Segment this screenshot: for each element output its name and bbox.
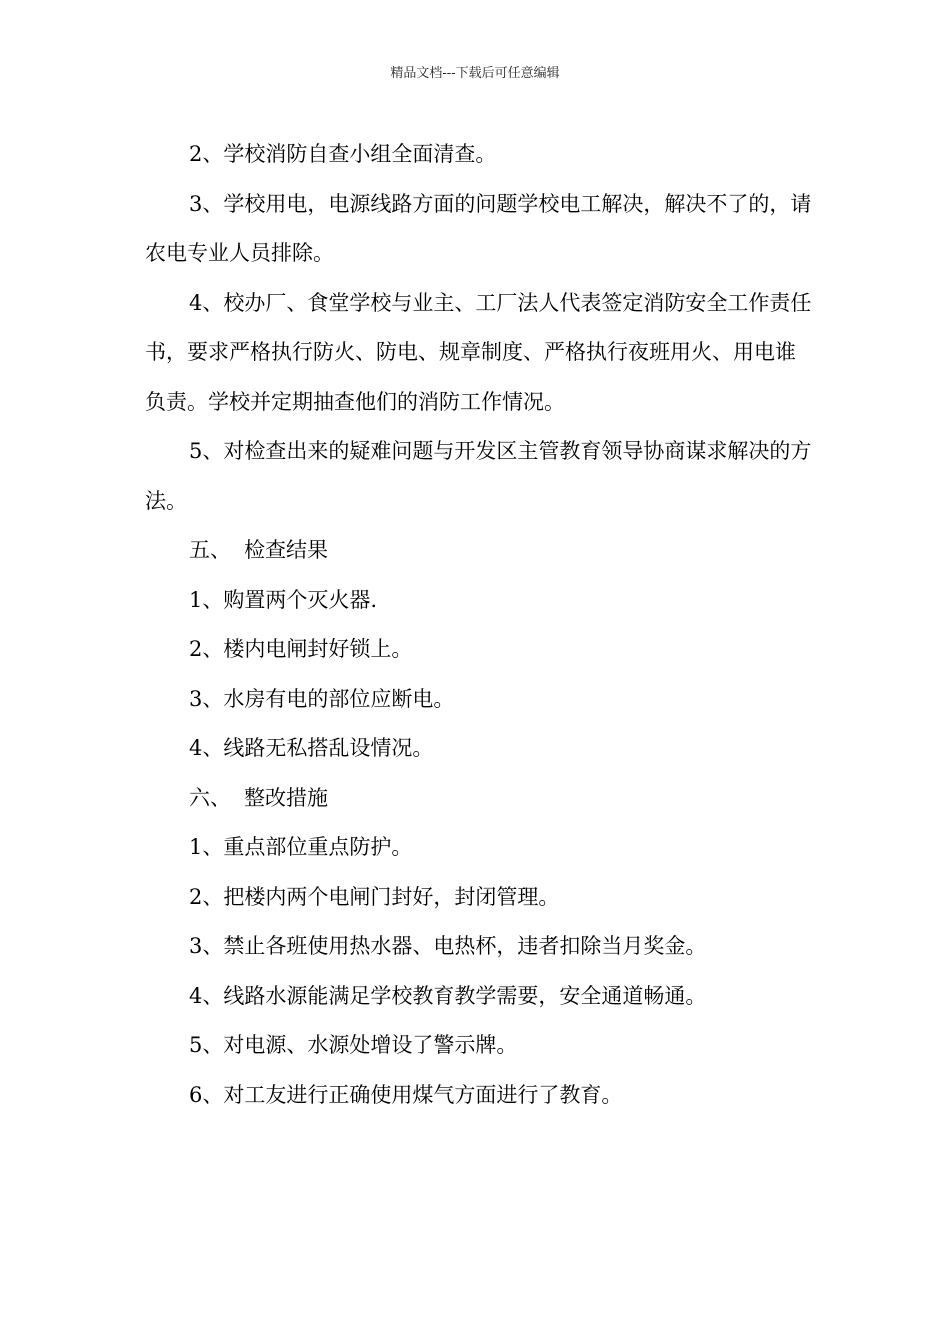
list-item: 5、对电源、水源处增设了警示牌。 xyxy=(189,1033,518,1057)
list-item: 2、楼内电闸封好锁上。 xyxy=(189,637,413,661)
section-number: 五、 xyxy=(189,538,231,562)
section-title: 整改措施 xyxy=(244,785,328,810)
list-item: 1、重点部位重点防护。 xyxy=(189,835,413,859)
list-item: 1、购置两个灭火器. xyxy=(189,587,378,612)
page-header: 精品文档---下载后可任意编辑 xyxy=(390,66,560,81)
paragraph: 3、学校用电，电源线路方面的问题学校电工解决，解决不了的，请农电专业人员排除。 xyxy=(145,191,812,265)
paragraph: 4、校办厂、食堂学校与业主、工厂法人代表签定消防安全工作责任书，要求严格执行防火、防电、规章制度、严格执行夜班用火、用电谁负责。学校并定期抽查他们的消防工作情况。 xyxy=(145,290,812,414)
section-title: 检查结果 xyxy=(244,538,328,562)
list-item: 6、对工友进行正确使用煤气方面进行了教育。 xyxy=(189,1082,623,1107)
paragraph: 2、学校消防自查小组全面清查。 xyxy=(189,142,497,166)
paragraph: 5、对检查出来的疑难问题与开发区主管教育领导协商谋求解决的方法。 xyxy=(145,439,812,513)
section-heading-measures xyxy=(145,774,815,824)
list-item: 3、禁止各班使用热水器、电热杯，违者扣除当月奖金。 xyxy=(189,934,707,958)
section-number: 六、 xyxy=(189,785,231,810)
list-item: 3、水房有电的部位应断电。 xyxy=(189,686,455,711)
list-item: 2、把楼内两个电闸门封好，封闭管理。 xyxy=(189,884,560,909)
section-heading-results xyxy=(145,526,815,576)
document-body xyxy=(145,130,815,1120)
list-item: 4、线路无私搭乱设情况。 xyxy=(189,736,434,760)
list-item: 4、线路水源能满足学校教育教学需要，安全通道畅通。 xyxy=(189,983,707,1008)
